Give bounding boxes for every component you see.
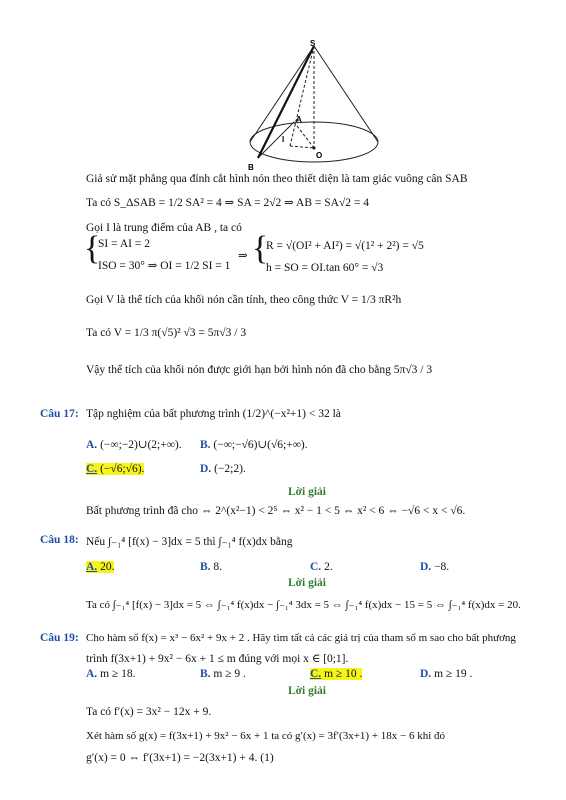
q19-solution-line3: g′(x) = 0 ⇔ f′(3x+1) = −2(3x+1) + 4. (1) [86,752,274,764]
q18-label: Câu 18: [40,534,79,546]
q19-option-c-letter: C. [310,668,322,680]
q19-option-d-letter: D. [420,668,432,680]
system-brace-left: { [84,230,101,267]
q18-text: Nếu ∫₋₁⁴ [f(x) − 3]dx = 5 thì ∫₋₁⁴ f(x)dx bằng [86,536,293,548]
q18-solution-title: Lời giải [288,577,326,589]
label-a: A [296,115,302,124]
label-b: B [248,163,254,172]
q17-option-b-letter: B. [200,439,211,451]
q18-option-a-letter: A. [86,561,98,573]
q18-option-d-value: −8. [434,561,450,573]
q17-solution-title: Lời giải [288,486,326,498]
q18-option-c-value: 2. [324,561,333,573]
cone-figure [240,38,390,173]
q17-solution: Bất phương trình đã cho ⇔ 2^(x²−1) < 2⁵ ⇔ x² − 1 < 5 ⇔ x² < 6 ⇔ −√6 < x < √6. [86,505,466,517]
label-s: S [310,39,316,48]
q19-text-line1: Cho hàm số f(x) = x³ − 6x² + 9x + 2 . Hãy tìm tất cả các giá trị của tham số m sao cho bất phương [86,632,516,644]
q18-option-d-letter: D. [420,561,432,573]
q19-option-c-value: m ≥ 10 . [324,668,363,680]
q18-option-c[interactable] [310,561,333,573]
q19-option-b[interactable] [200,668,246,680]
q18-option-a[interactable] [86,561,114,573]
step2: Gọi I là trung điểm của AB , ta có [86,222,242,234]
q18-option-b-letter: B. [200,561,211,573]
q17-text: Tập nghiệm của bất phương trình (1/2)^(−x²+1) < 32 là [86,408,341,420]
system-brace-right: { [252,230,269,267]
step4: Ta có V = 1/3 π(√5)² √3 = 5π√3 / 3 [86,327,247,339]
q19-option-d-value: m ≥ 19 . [434,668,473,680]
step5: Vậy thể tích của khối nón được giới hạn bởi hình nón đã cho bằng 5π√3 / 3 [86,364,433,376]
q19-option-a[interactable] [86,668,135,680]
q17-option-a-letter: A. [86,439,98,451]
q19-option-d[interactable] [420,668,472,680]
step1: Ta có S_ΔSAB = 1/2 SA² = 4 ⇒ SA = 2√2 ⇒ AB = SA√2 = 4 [86,197,369,209]
q17-option-d[interactable] [200,463,246,475]
q17-option-a-value: (−∞;−2)∪(2;+∞). [100,439,182,451]
q17-option-d-value: (−2;2). [214,463,246,475]
q17-option-b-value: (−∞;−√6)∪(√6;+∞). [213,439,308,451]
q18-option-c-letter: C. [310,561,322,573]
q19-label: Câu 19: [40,632,79,644]
system-right-1: R = √(OI² + AI²) = √(1² + 2²) = √5 [266,240,424,252]
q19-option-a-value: m ≥ 18. [100,668,136,680]
q17-option-c-value: (−√6;√6). [100,463,145,475]
q18-option-a-value: 20. [100,561,115,573]
q18-option-b-value: 8. [213,561,223,573]
q17-option-c[interactable] [86,463,144,475]
system-right-2: h = SO = OI.tan 60° = √3 [266,262,384,274]
q18-option-d[interactable] [420,561,449,573]
q18-solution: Ta có ∫₋₁⁴ [f(x) − 3]dx = 5 ⇔ ∫₋₁⁴ f(x)dx − ∫₋₁⁴ 3dx = 5 ⇔ ∫₋₁⁴ f(x)dx − 15 = 5 ⇔ ∫₋₁⁴ f(x)dx = 20. [86,599,521,611]
q19-solution-line1: Ta có f′(x) = 3x² − 12x + 9. [86,706,212,718]
q19-solution-line2: Xét hàm số g(x) = f(3x+1) + 9x² − 6x + 1 ta có g′(x) = 3f′(3x+1) + 18x − 6 khi đó [86,730,446,742]
q17-label: Câu 17: [40,408,79,420]
q19-option-b-value: m ≥ 9 . [213,668,246,680]
q17-option-b[interactable] [200,437,308,451]
q17-option-d-letter: D. [200,463,212,475]
q17-option-a[interactable] [86,437,182,451]
q19-solution-title: Lời giải [288,685,326,697]
q17-option-c-letter: C. [86,463,98,475]
label-i: I [282,135,285,144]
q19-text-line2: trình f(3x+1) + 9x² − 6x + 1 ≤ m đúng với mọi x ∈ [0;1]. [86,653,349,665]
implies-arrow: ⇒ [238,250,248,262]
intro-text: Giả sử mặt phẳng qua đỉnh cắt hình nón theo thiết diện là tam giác vuông cân SAB [86,173,468,185]
system-left-1: SI = AI = 2 [98,238,150,250]
q19-option-b-letter: B. [200,668,211,680]
label-o: O [316,151,323,160]
step3: Gọi V là thể tích của khối nón cần tính, theo công thức V = 1/3 πR²h [86,294,402,306]
q19-option-a-letter: A. [86,668,98,680]
q18-option-b[interactable] [200,561,222,573]
system-left-2: ISO = 30° ⇒ OI = 1/2 SI = 1 [98,260,231,272]
q19-option-c[interactable] [310,668,362,680]
